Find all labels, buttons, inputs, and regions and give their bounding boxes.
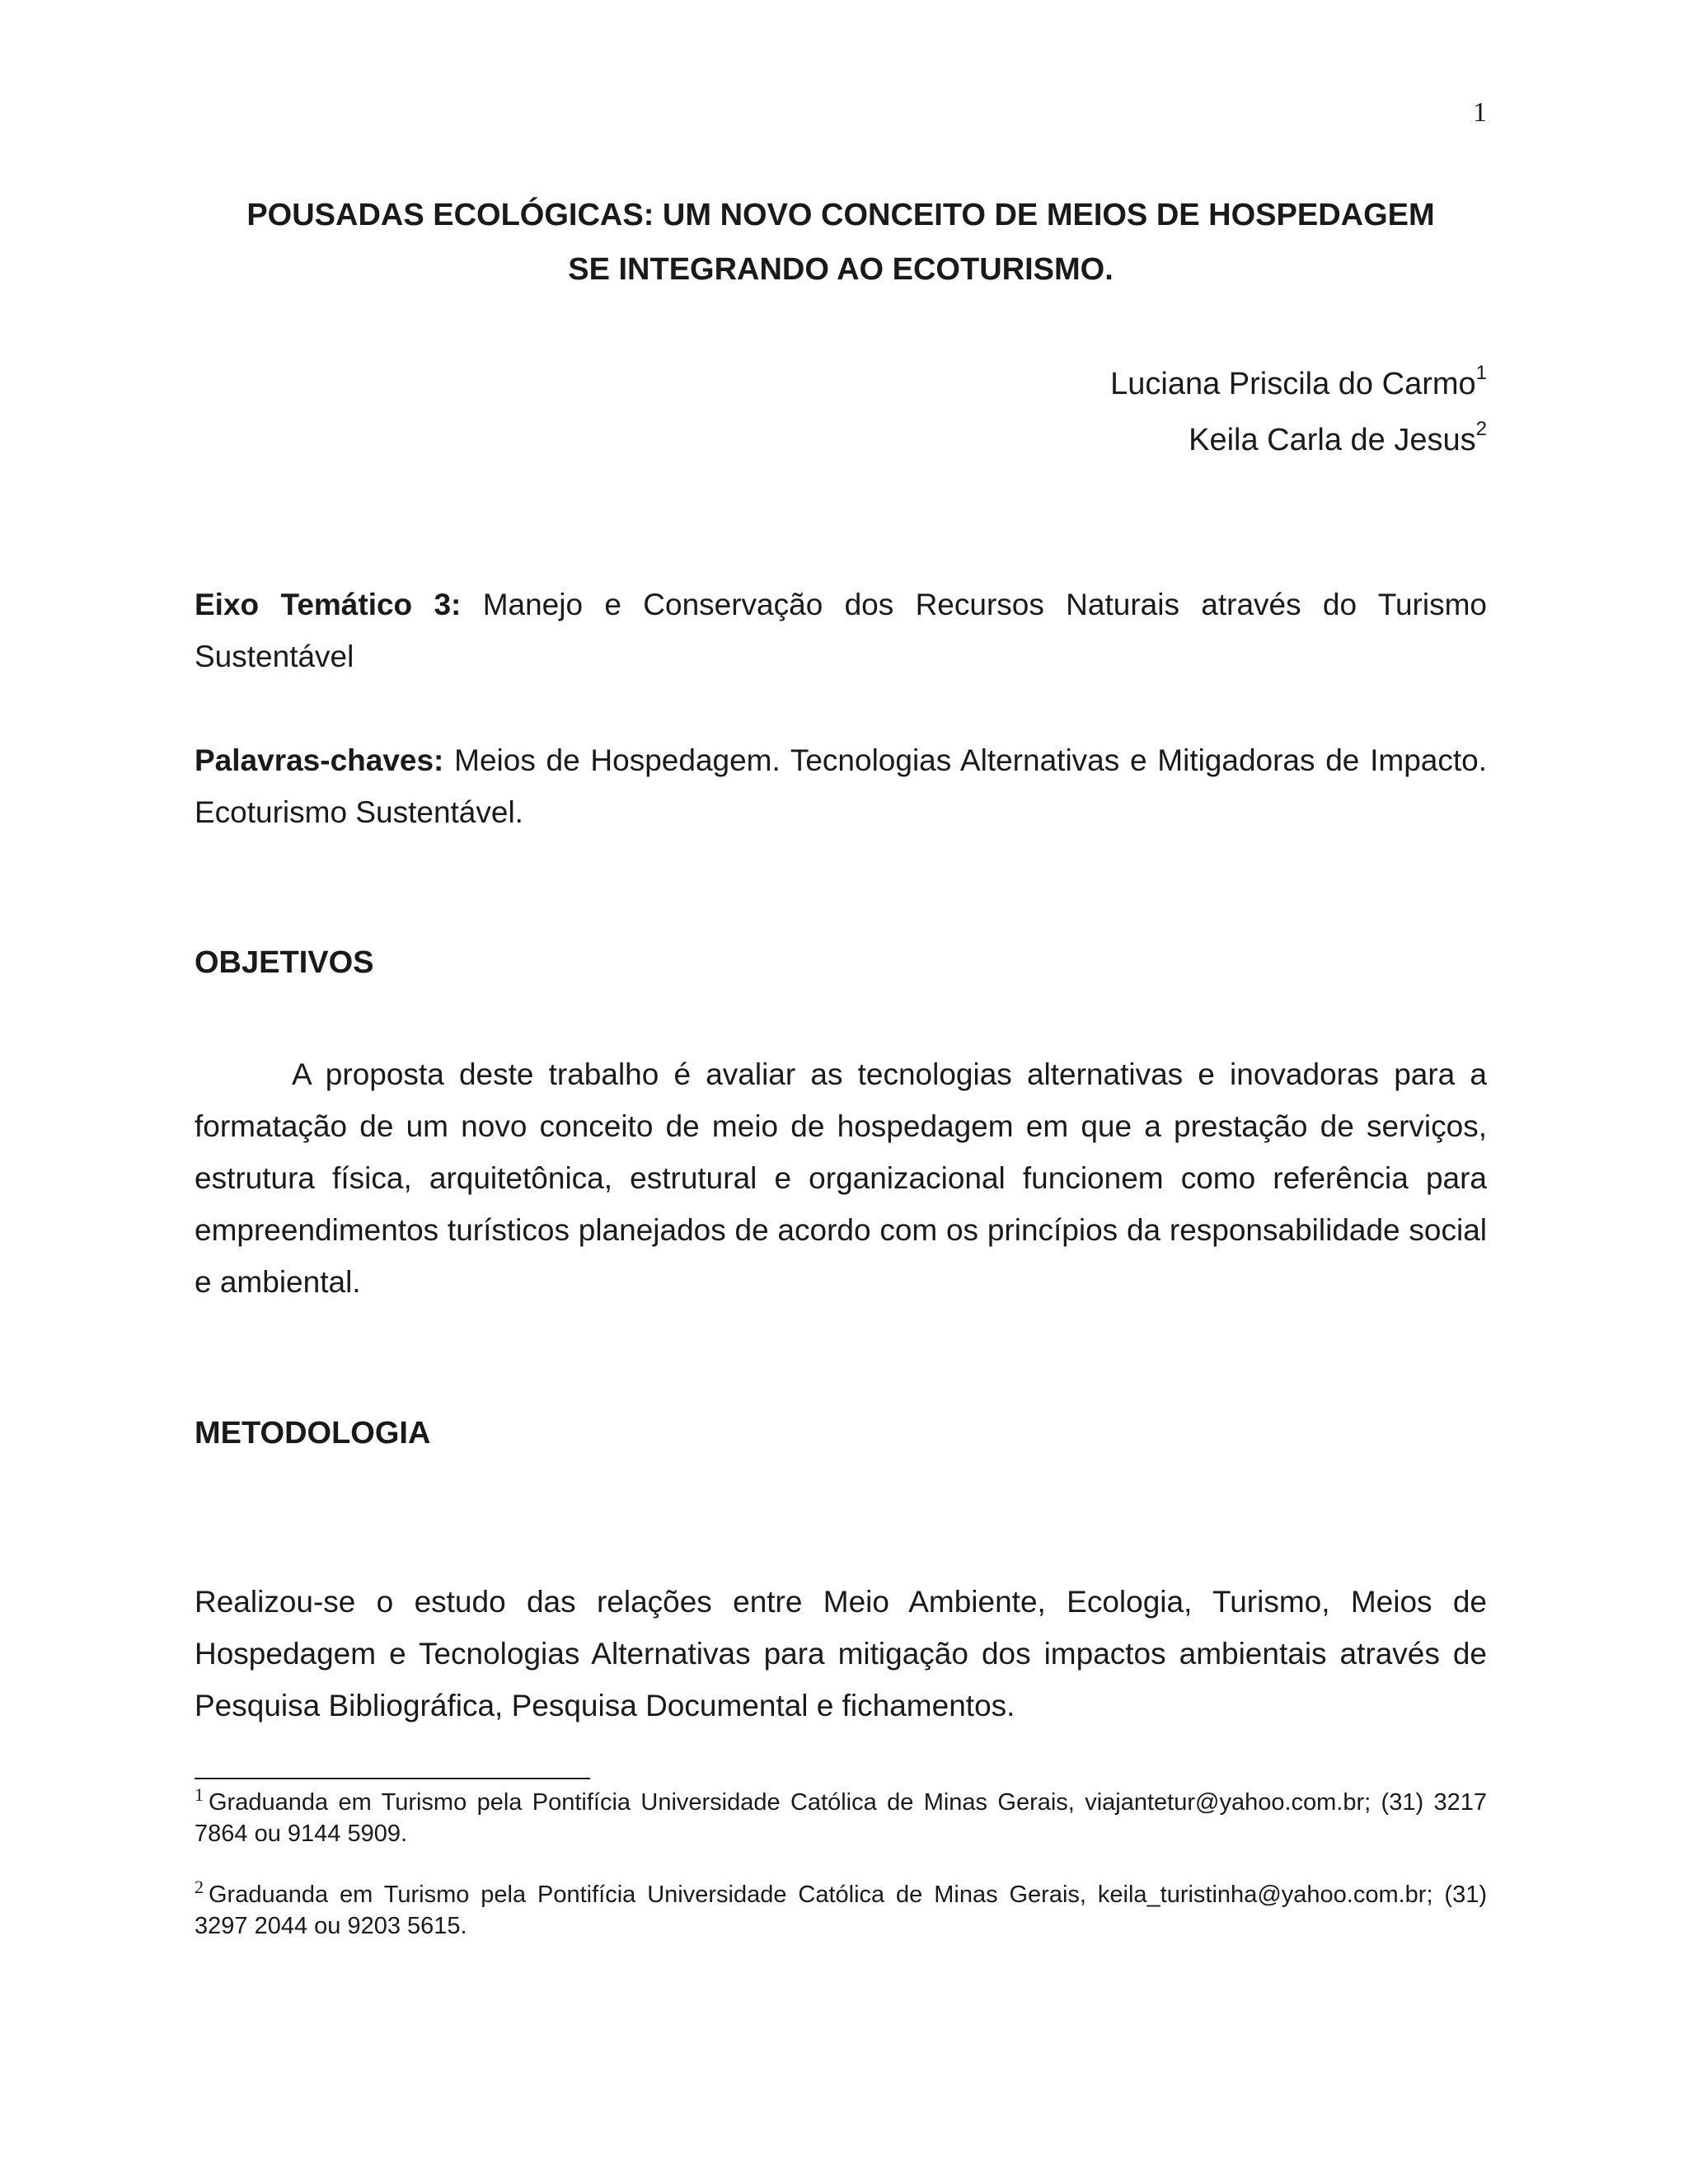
author-1-name: Luciana Priscila do Carmo — [1110, 367, 1476, 401]
footnote-2-mark: 2 — [195, 1877, 204, 1898]
footnote-1-text: Graduanda em Turismo pela Pontifícia Universidade Católica de Minas Gerais, viajantetur@yahoo.com.br; (31) 3217 7864 ou 9144 5909. — [195, 1789, 1487, 1847]
author-2-name: Keila Carla de Jesus — [1189, 423, 1476, 457]
author-1-footnote-mark: 1 — [1475, 362, 1487, 385]
author-1 — [1110, 356, 1487, 412]
footnote-2 — [195, 1879, 1487, 1942]
paper-title — [195, 188, 1487, 297]
author-2 — [1110, 412, 1487, 468]
footnote-1-mark: 1 — [195, 1784, 204, 1806]
footnote-1 — [195, 1784, 1487, 1849]
objetivos-paragraph: A proposta deste trabalho é avaliar as tecnologias alternativas e inovadoras para a formatação de um novo conceito de meio de hospedagem em que a prestação de serviços, estrutura física, arquitetônica, estrutural e organizacional funcionem como referência para empreendimentos turísticos planejados de acordo com os princípios da responsabilidade social e ambiental. — [195, 1057, 1487, 1299]
eixo-text: Manejo e Conservação dos Recursos Naturais através do Turismo Sustentável — [195, 588, 1487, 673]
author-list — [1110, 356, 1487, 468]
keywords — [195, 734, 1487, 838]
objetivos-heading: OBJETIVOS — [195, 945, 374, 980]
page-number: 1 — [1473, 97, 1487, 128]
eixo-tematico — [195, 579, 1487, 682]
keywords-text: Meios de Hospedagem. Tecnologias Alternativas e Mitigadoras de Impacto. Ecoturismo Sustentável. — [195, 743, 1488, 829]
eixo-label: Eixo Temático 3: — [195, 588, 462, 621]
keywords-label: Palavras-chaves: — [195, 743, 444, 777]
metodologia-paragraph: Realizou-se o estudo das relações entre Meio Ambiente, Ecologia, Turismo, Meios de Hospedagem e Tecnologias Alternativas para mitigação dos impactos ambientais através de Pesquisa Bibliográfica, Pesquisa Documental e fichamentos. — [195, 1585, 1487, 1722]
title-line-1: POUSADAS ECOLÓGICAS: UM NOVO CONCEITO DE MEIOS DE HOSPEDAGEM — [246, 198, 1435, 232]
author-2-footnote-mark: 2 — [1475, 418, 1487, 441]
title-line-2: SE INTEGRANDO AO ECOTURISMO. — [568, 252, 1114, 287]
metodologia-heading: METODOLOGIA — [195, 1416, 431, 1451]
footnote-2-text: Graduanda em Turismo pela Pontifícia Universidade Católica de Minas Gerais, keila_turistinha@yahoo.com.br; (31) 3297 2044 ou 9203 5615. — [195, 1882, 1487, 1939]
footnote-separator — [195, 1778, 590, 1779]
